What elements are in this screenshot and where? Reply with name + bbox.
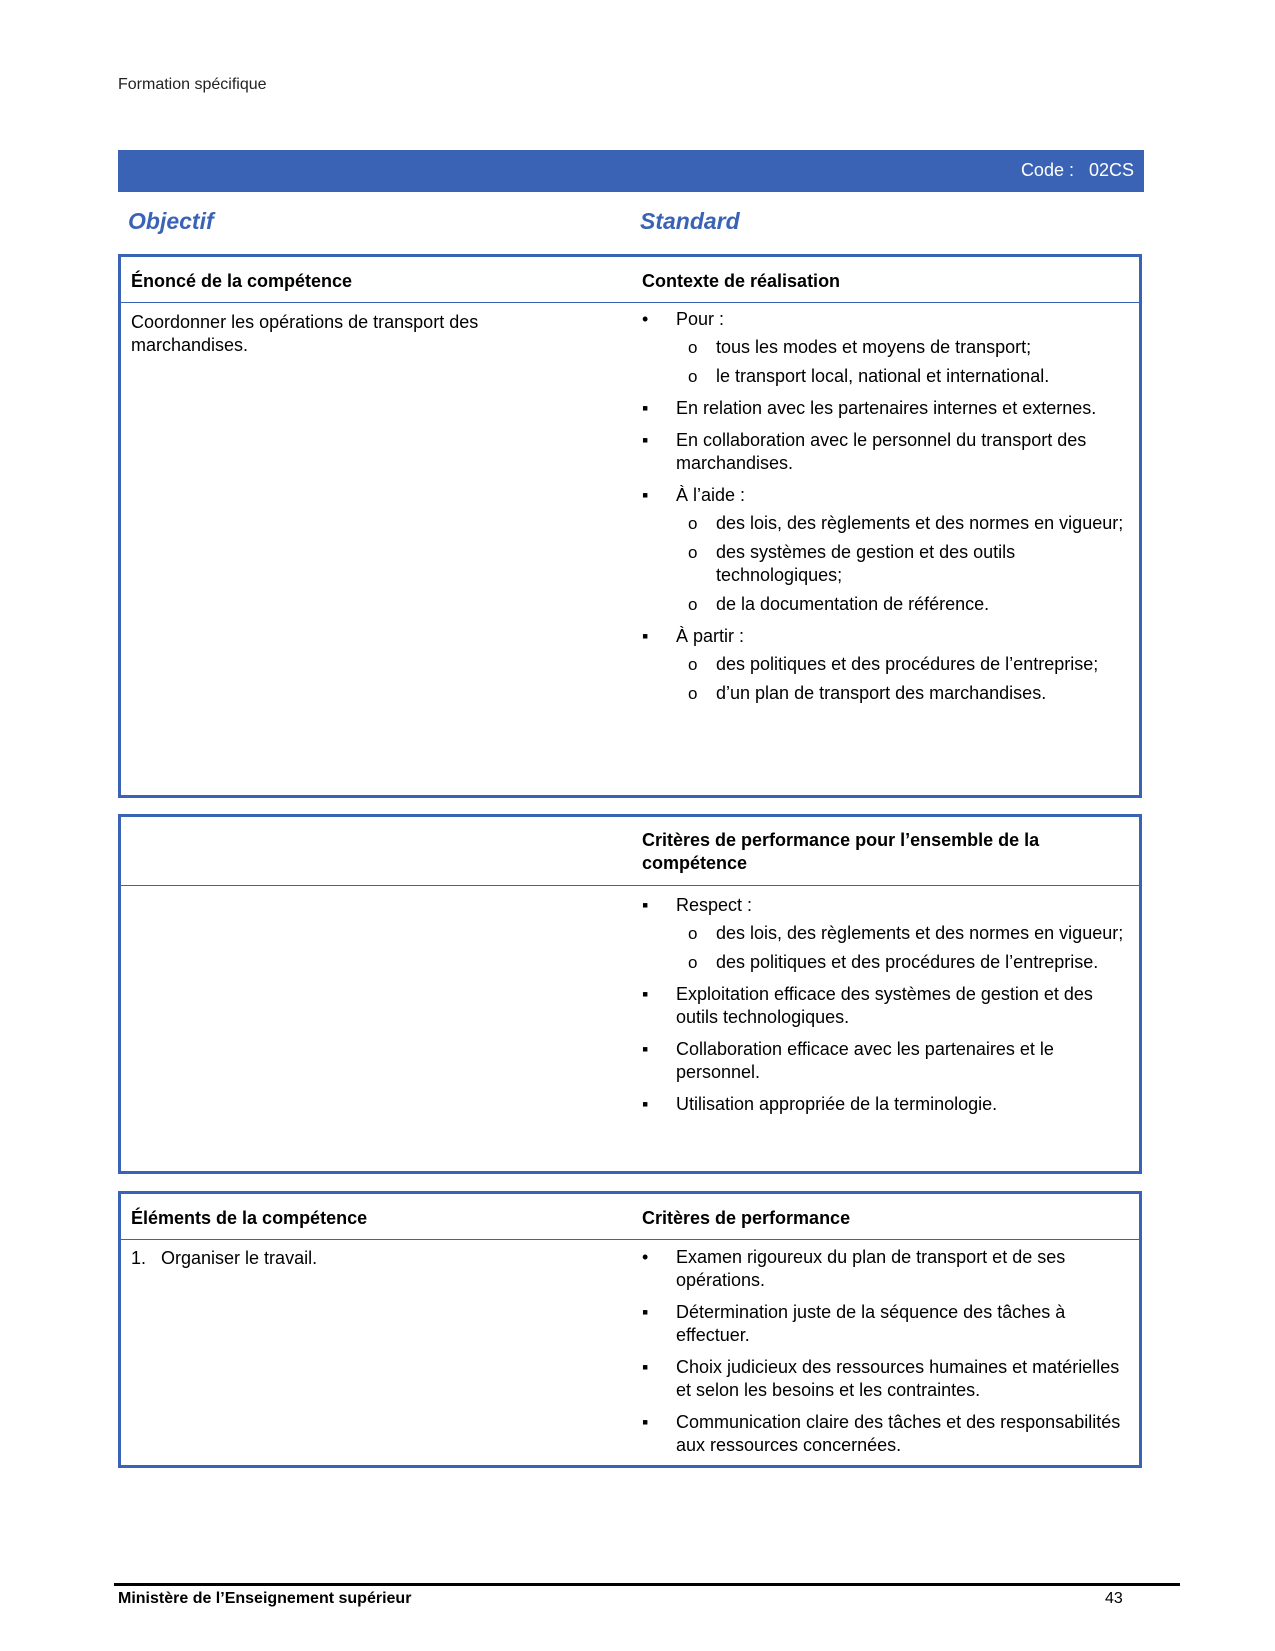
- overall-criteria-list: [642, 894, 1128, 1125]
- list-item: [642, 983, 1128, 1029]
- list-item: [642, 625, 1128, 705]
- context-heading: Contexte de réalisation: [642, 271, 841, 291]
- sub-list-item: o des lois, des règlements et des normes en vigueur;: [676, 512, 1128, 535]
- sub-list-item: o des politiques et des procédures de l’entreprise.: [676, 951, 1128, 974]
- list-item-text: Respect :: [676, 895, 753, 915]
- list-item-text: Collaboration efficace avec les partenaires et le personnel.: [676, 1039, 1054, 1082]
- list-item: [642, 1411, 1132, 1457]
- section-header: [121, 257, 1139, 303]
- sub-list-item: o de la documentation de référence.: [676, 593, 1128, 616]
- sub-list-item: o d’un plan de transport des marchandises.: [676, 682, 1128, 705]
- section-statement-context: [118, 254, 1142, 798]
- sub-list-item: o tous les modes et moyens de transport;: [676, 336, 1128, 359]
- list-item: [642, 1093, 1128, 1116]
- list-item-text: En collaboration avec le personnel du transport des marchandises.: [676, 430, 1087, 473]
- list-item: [642, 894, 1128, 974]
- context-list: [642, 308, 1128, 714]
- elements-heading: Éléments de la compétence: [131, 1208, 368, 1228]
- list-item: [642, 1356, 1132, 1402]
- list-item: [642, 308, 1128, 388]
- list-item-text: Communication claire des tâches et des responsabilités aux ressources concernées.: [676, 1412, 1121, 1455]
- list-item: [642, 1246, 1132, 1292]
- list-item: [642, 397, 1128, 420]
- criteria-heading: Critères de performance: [642, 1208, 851, 1228]
- list-item-text: À l’aide :: [676, 485, 746, 505]
- list-item-text: À partir :: [676, 626, 745, 646]
- competency-statement: Coordonner les opérations de transport des marchandises.: [131, 312, 479, 355]
- sub-list-item: o des politiques et des procédures de l’entreprise;: [676, 653, 1128, 676]
- column-heading-objective: Objectif: [128, 208, 214, 234]
- section-elements-criteria: [118, 1191, 1142, 1468]
- footer-rule: [114, 1583, 1180, 1586]
- sub-list-item: o des lois, des règlements et des normes en vigueur;: [676, 922, 1128, 945]
- list-item-text: Choix judicieux des ressources humaines et matérielles et selon les besoins et les contraintes.: [676, 1357, 1120, 1400]
- list-item: [642, 484, 1128, 616]
- performance-criteria-list: [642, 1246, 1132, 1466]
- statement-heading: Énoncé de la compétence: [131, 271, 353, 291]
- list-item-text: Examen rigoureux du plan de transport et de ses opérations.: [676, 1247, 1066, 1290]
- overall-criteria-heading: Critères de performance pour l’ensemble de la compétence: [642, 830, 1040, 873]
- sub-list: [676, 336, 1128, 388]
- list-item-text: En relation avec les partenaires internes et externes.: [676, 398, 1097, 418]
- running-title: Formation spécifique: [118, 76, 267, 93]
- page-number: 43: [1105, 1590, 1123, 1607]
- competency-code: Code : 02CS: [1020, 160, 1134, 180]
- sub-list: [676, 922, 1128, 974]
- section-header: [121, 1194, 1139, 1240]
- section-header: [121, 817, 1139, 886]
- section-overall-criteria: [118, 814, 1142, 1174]
- list-item: [642, 429, 1128, 475]
- list-item: [642, 1038, 1128, 1084]
- list-item: [642, 1301, 1132, 1347]
- list-item-text: Utilisation appropriée de la terminologie.: [676, 1094, 998, 1114]
- list-item-text: Détermination juste de la séquence des tâches à effectuer.: [676, 1302, 1066, 1345]
- list-item-text: Exploitation efficace des systèmes de gestion et des outils technologiques.: [676, 984, 1093, 1027]
- code-bar: [118, 150, 1144, 192]
- sub-list-item: o des systèmes de gestion et des outils technologiques;: [676, 541, 1128, 587]
- footer-ministry: Ministère de l’Enseignement supérieur: [118, 1590, 412, 1607]
- sub-list: [676, 653, 1128, 705]
- column-heading-standard: Standard: [640, 208, 740, 234]
- sub-list: [676, 512, 1128, 616]
- sub-list-item: o le transport local, national et international.: [676, 365, 1128, 388]
- list-item-text: Pour :: [676, 309, 725, 329]
- competency-element: 1. Organiser le travail.: [131, 1248, 318, 1268]
